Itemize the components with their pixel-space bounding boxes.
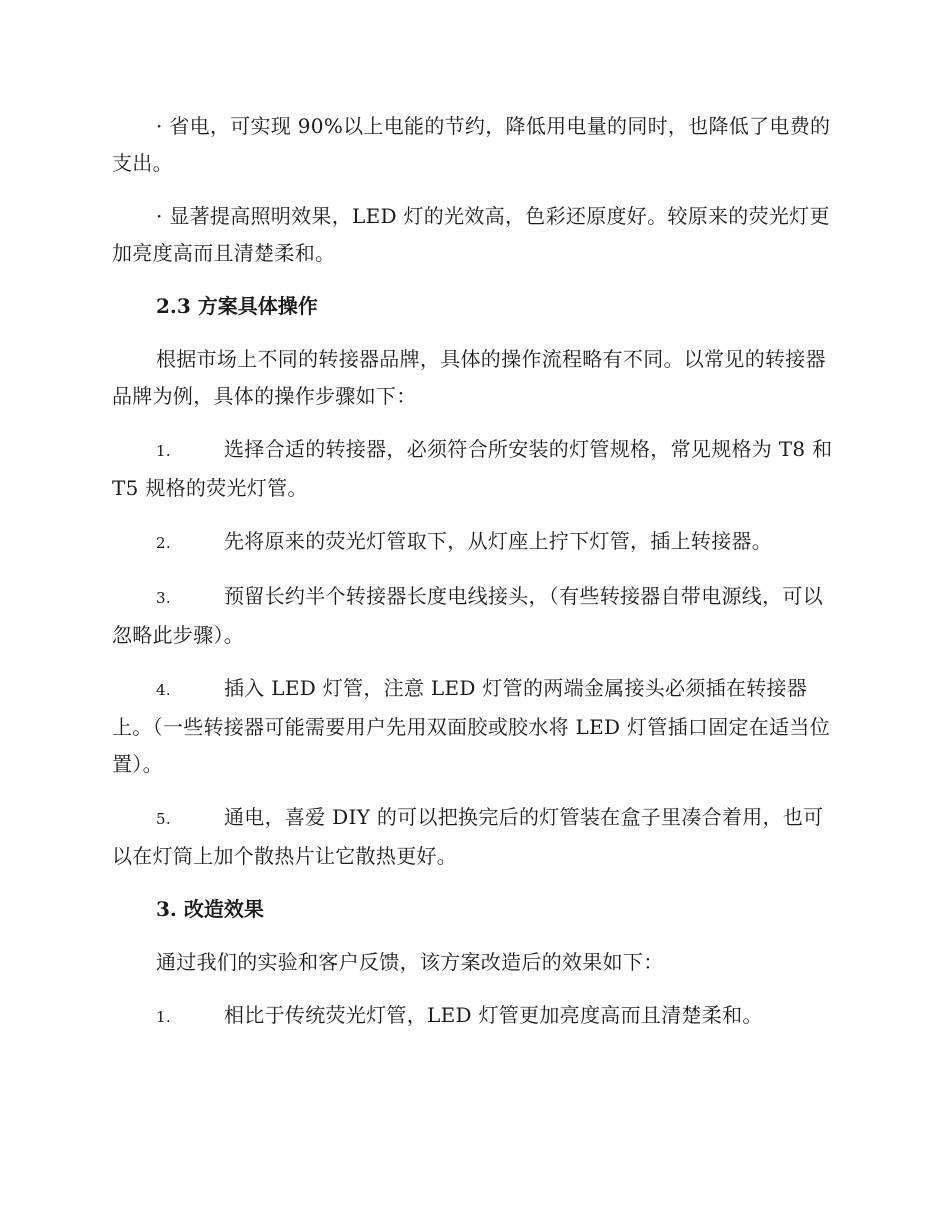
- list-item-number: 1.: [156, 442, 171, 460]
- list-item: [112, 578, 840, 654]
- bullet-power-saving: · 省电，可实现 90%以上电能的节约，降低用电量的同时，也降低了电费的支出。: [112, 114, 831, 175]
- list-item-number: 4.: [156, 681, 171, 699]
- list-item-number: 5.: [156, 810, 171, 828]
- list-item-text: 插入 LED 灯管，注意 LED 灯管的两端金属接头必须插在转接器上。（一些转接器可能需要用户先用双面胶或胶水将 LED 灯管插口固定在适当位置）。: [112, 676, 831, 776]
- section-heading-3: 3. 改造效果: [156, 897, 264, 921]
- list-item: [112, 670, 840, 783]
- list-item-text: 预留长约半个转接器长度电线接头，（有些转接器自带电源线，可以忽略此步骤）。: [112, 584, 823, 647]
- list-item-text: 通电，喜爱 DIY 的可以把换完后的灯管装在盒子里凑合着用，也可以在灯筒上加个散热片让它散热更好。: [112, 805, 824, 868]
- list-item: [112, 997, 840, 1036]
- list-item: [112, 799, 840, 875]
- list-item-text: 相比于传统荧光灯管，LED 灯管更加亮度高而且清楚柔和。: [224, 1003, 763, 1027]
- list-item-number: 1.: [156, 1008, 171, 1026]
- section-3-intro: 通过我们的实验和客户反馈，该方案改造后的效果如下：: [156, 950, 664, 974]
- list-item-number: 2.: [156, 534, 171, 552]
- list-item: [112, 523, 840, 562]
- list-item: [112, 431, 840, 507]
- bullet-lighting-effect: · 显著提高照明效果，LED 灯的光效高，色彩还原度好。较原来的荧光灯更加亮度高而且清楚柔和。: [112, 204, 830, 265]
- list-item-text: 选择合适的转接器，必须符合所安装的灯管规格，常见规格为 T8 和 T5 规格的荧光灯管。: [112, 437, 833, 500]
- list-item-number: 3.: [156, 589, 171, 607]
- section-heading-2-3: 2.3 方案具体操作: [156, 294, 318, 318]
- section-2-3-intro: 根据市场上不同的转接器品牌，具体的操作流程略有不同。以常见的转接器品牌为例，具体的操作步骤如下：: [112, 347, 826, 408]
- document-page: [112, 108, 840, 1052]
- list-item-text: 先将原来的荧光灯管取下，从灯座上拧下灯管，插上转接器。: [224, 529, 773, 553]
